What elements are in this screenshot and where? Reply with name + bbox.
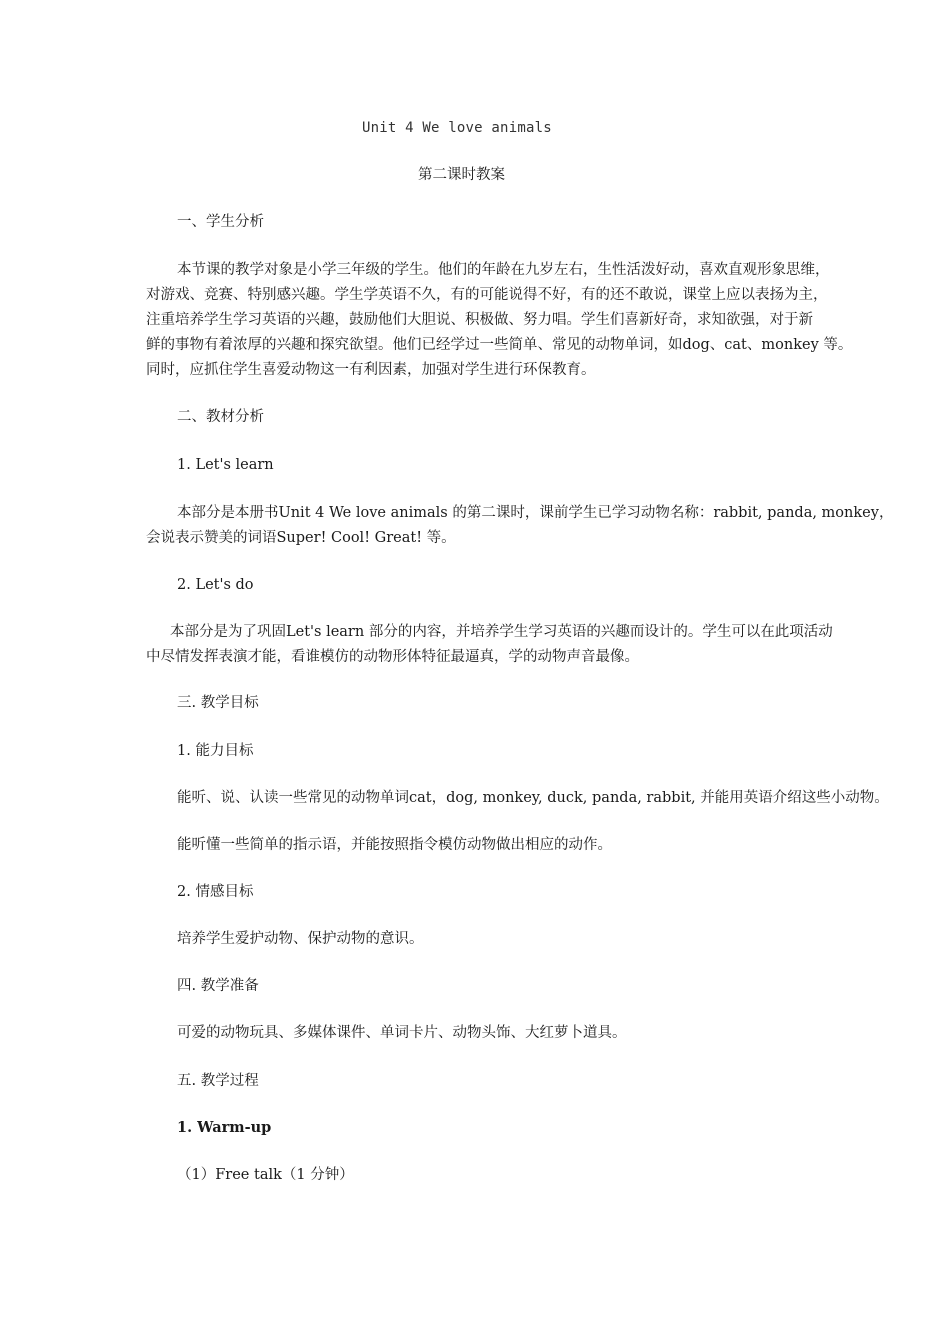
- paragraph-line: 本部分是为了巩固Let's learn 部分的内容，并培养学生学习英语的兴趣而设计的。学生可以在此项活动: [170, 624, 833, 640]
- paragraph-line: 能听、说、认读一些常见的动物单词cat，dog, monkey, duck, panda, rabbit, 并能用英语介绍这些小动物。: [177, 790, 889, 806]
- subheading: 1. 能力目标: [177, 743, 254, 759]
- paragraph-line: 注重培养学生学习英语的兴趣，鼓励他们大胆说、积极做、努力唱。学生们喜新好奇，求知欲强，对于新: [146, 312, 813, 328]
- doc-title: Unit 4 We love animals: [362, 120, 552, 136]
- paragraph-line: 能听懂一些简单的指示语，并能按照指令模仿动物做出相应的动作。: [177, 837, 612, 853]
- paragraph-line: 鲜的事物有着浓厚的兴趣和探究欲望。他们已经学过一些简单、常见的动物单词，如dog、cat、monkey 等。: [146, 337, 853, 353]
- subheading: 2. 情感目标: [177, 884, 254, 900]
- paragraph-line: 可爱的动物玩具、多媒体课件、单词卡片、动物头饰、大红萝卜道具。: [177, 1025, 627, 1041]
- section-heading-2: 二、教材分析: [177, 409, 264, 425]
- section-heading-3: 三. 教学目标: [177, 695, 259, 711]
- paragraph-line: 中尽情发挥表演才能，看谁模仿的动物形体特征最逼真，学的动物声音最像。: [146, 649, 639, 665]
- paragraph-line: 培养学生爱护动物、保护动物的意识。: [177, 931, 424, 947]
- paragraph-line: （1）Free talk（1 分钟）: [177, 1167, 354, 1183]
- paragraph-line: 本节课的教学对象是小学三年级的学生。他们的年龄在九岁左右，生性活泼好动，喜欢直观形象思维，: [177, 262, 830, 278]
- paragraph-line: 同时，应抓住学生喜爱动物这一有利因素，加强对学生进行环保教育。: [146, 362, 596, 378]
- section-heading-5: 五. 教学过程: [177, 1073, 259, 1089]
- paragraph-line: 会说表示赞美的词语Super! Cool! Great! 等。: [146, 530, 456, 546]
- subheading: 1. Let's learn: [177, 457, 274, 473]
- subheading: 1. Warm-up: [177, 1119, 272, 1136]
- doc-subtitle: 第二课时教案: [418, 167, 505, 183]
- section-heading-4: 四. 教学准备: [177, 978, 259, 994]
- paragraph-line: 对游戏、竞赛、特别感兴趣。学生学英语不久，有的可能说得不好，有的还不敢说，课堂上应以表扬为主，: [146, 287, 828, 303]
- subheading: 2. Let's do: [177, 577, 254, 593]
- section-heading-1: 一、学生分析: [177, 214, 264, 230]
- paragraph-line: 本部分是本册书Unit 4 We love animals 的第二课时，课前学生已学习动物名称：rabbit, panda, monkey，: [177, 505, 894, 521]
